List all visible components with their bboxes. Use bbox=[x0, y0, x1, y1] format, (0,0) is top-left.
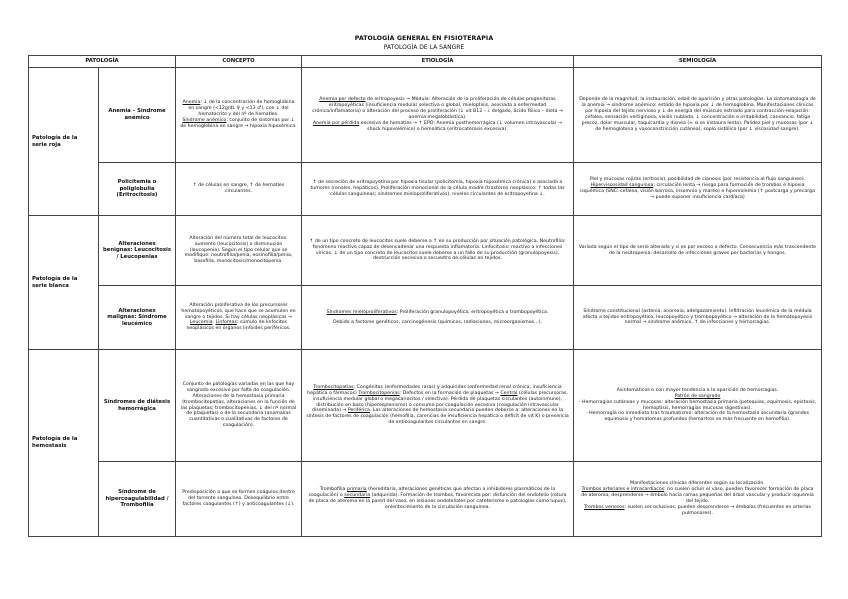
table-header-row bbox=[29, 56, 822, 68]
text: Alteración proliferativa de los precursores hematopoyéticos, que hace que se acumulen en sangre o tejidos. Si hay células neoplásicas → bbox=[181, 302, 296, 320]
cell-etiologia-policitemia: ↑ de secreción de eritropoyetina por hipoxia tisular (policitemia, hipoxia hipoxémica crónica) o asociada a tumores (renales, hepáticos). Proliferación monoclonal de la célula madre (trastorno neoplásico: ↑ todas las células sanguíneas; síndromes mieloproliferativos), niveles circulantes de eritropoyetina ↓. bbox=[302, 163, 574, 216]
text: : ↓ de la concentración de hemoglobina en sangre (<12g/dL ♀ y <13 ♂), con ↓ del hematocrito y del nº de hematíes. bbox=[188, 100, 295, 118]
term: Síndromes mieloproliferativos bbox=[326, 309, 397, 315]
text: : suelen ser oclusivos, pueden desprenderse → émbolos (frecuentes en arterias pulmonares). bbox=[624, 504, 811, 516]
row-name-anemia: Anemia – Síndrome anémico bbox=[99, 68, 176, 163]
cell-semiologia-diatesis bbox=[574, 350, 822, 462]
row-name-benignas: Alteraciones benignas: Leucocitosis / Leucopenias bbox=[99, 216, 176, 286]
text: - Hemorragias cutáneas y mucosas: alteración hemostasia primaria (petequias, equimosis, epistaxis, hemoptisis, hemorragias mucosas digestivas). bbox=[578, 399, 817, 411]
text: : Defectos en la formación de plaquetas → bbox=[399, 390, 501, 396]
table-row bbox=[29, 462, 822, 537]
text: (hereditaria, alteraciones genéticas que afectan a inhibidores plasmáticos de la coagulación) o bbox=[308, 487, 556, 499]
col-header-semiologia: SEMIOLOGÍA bbox=[574, 56, 822, 68]
term: Anemia por pérdida bbox=[312, 120, 360, 126]
text: : circulación lenta → riesgo para formación de trombos e hipoxia isquémica (SNC: cefalea, visión borrosa, insomnio y mareo) e hipervolemia (↑ postcarga y precarga → puede suponer insuficiencia cardíaca) bbox=[580, 183, 815, 200]
text: Asintomáticos o con mayor tendencia a la aparición de hemorragias. bbox=[616, 387, 779, 393]
term: primaria bbox=[346, 487, 367, 493]
term: Anemia por defecto bbox=[319, 97, 366, 103]
text: Debido a factores genéticos, carcinogénesis (químicos, radiaciones, microorganismos…). bbox=[332, 319, 543, 325]
term: Leucemia bbox=[189, 320, 213, 326]
cell-concepto-diatesis: Conjunto de patologías variadas en las que hay sangrado excesivo por falta de coagulación. Alteraciones de la hemostasia primaria (trombocitopatías, alteraciones en la función de las plaquetas; trombocitopenias, ↓ del nº normal de plaquetas) o de la secundaria (anomalías cuantitativas o cualitativas de factores de coagulación). bbox=[176, 350, 302, 462]
term: secundaria bbox=[344, 493, 371, 499]
cell-concepto-policitemia: ↑ de células en sangre, ↑ de hematíes circulantes. bbox=[176, 163, 302, 216]
term: Trombocitopatías bbox=[313, 384, 354, 390]
text: : no suelen ocluir el vaso, pueden favorecer formación de placa de ateroma, desprenderse → émbolo hacia ramas pequeñas del árbol vascular y producir isquemia del tejido. bbox=[581, 487, 814, 504]
cell-etiologia-diatesis bbox=[302, 350, 574, 462]
text: de eritropoyesis → Médula: Alteración de la proliferación de células progenitoras eritropoyéticas (insuficiencia medular selectiva o global, mieloptisis, asociada a enfermedad crónica/inflamatoria) o alteración del proceso de proliferación (↓ vit B12 – i. delgado, ácido fólico – dieta → anemia megaloblástica). bbox=[312, 97, 563, 120]
text: Piel y mucosas rojizas (eritrosis), posibilidad de cianosis (por resistencia al flujo sanguíneo). bbox=[589, 177, 806, 183]
text: (adquirida). Formación de trombos, favorecida por: disfunción del endotelio (rotura de placa de ateroma en la pared del vaso, en lesiones endoteliales por cateterismo o patologías como lupus), enlentecimiento de la circulación sanguínea. bbox=[308, 493, 567, 510]
text: : cúmulo de linfocitos neoplásicos en órganos linfoides periféricos. bbox=[186, 320, 291, 332]
cell-semiologia-benignas: Variada según el tipo de serie alterada y si es por exceso o defecto. Consecuencia más trascendente de la neutropenia: desarrollo de infecciones graves por bacterias y hongos. bbox=[574, 216, 822, 286]
text: : Congénitas (enfermedades raras) y adquiridas (enfermedad renal crónica, insuficiencia hepática o fármacos) bbox=[307, 384, 562, 396]
cell-semiologia-policitemia bbox=[574, 163, 822, 216]
cell-concepto-anemia bbox=[176, 68, 302, 163]
row-name-trombofilia: Síndrome de hipercoagulabilidad / Trombofilia bbox=[99, 462, 176, 537]
text: . bbox=[212, 320, 216, 326]
text: Trombofilia bbox=[319, 487, 347, 493]
group-serie-roja: Patología de la serie roja bbox=[29, 68, 99, 216]
pathology-table bbox=[28, 55, 822, 537]
text: - Hemorragia no inmediata tras traumatismo: alteración de la hemostasia secundaria (grandes equimosis y hematomas profundos (hemartros es más frecuente en hemofilia). bbox=[585, 411, 810, 423]
term: Patrón de sangrado bbox=[674, 393, 721, 399]
text: excesiva de hematíes → ↑ EPO: Anemia posthemorrágica (↓ volumen intravascular → shock hipovolémico) o hemolítica (eritrocaterosis excesiva). bbox=[359, 120, 563, 132]
cell-etiologia-malignas bbox=[302, 286, 574, 350]
document-title: PATOLOGÍA GENERAL EN FISIOTERAPIA bbox=[354, 35, 494, 42]
col-header-etiologia: ETIOLOGÍA bbox=[302, 56, 574, 68]
text: : Proliferación granulopoyética, eritropoyética o trombopoyética. bbox=[396, 309, 549, 315]
cell-concepto-benignas: Alteración del número total de leucocitos: aumento (leucocitosis) o disminución (leucopenia). Según el tipo celular que se modifique: neutrofilia/penia, eosinofilia/penia, basofilia, monocitosis/monocitopenia. bbox=[176, 216, 302, 286]
term: Central bbox=[500, 390, 518, 396]
term: Síndrome anémico bbox=[182, 117, 227, 123]
table-row bbox=[29, 216, 822, 286]
cell-semiologia-trombofilia bbox=[574, 462, 822, 537]
table-row bbox=[29, 68, 822, 163]
group-hemostasis: Patología de la hemostasis bbox=[29, 350, 99, 537]
text: (células precursoras, insuficiencia medular global o megacariocitos / selectiva). Pérdida de plaquetas circulantes (autoinmune), distribución en bazo (hiperesplenismo) o consumo por coagulación excesiva (coagulación intravascular diseminada) → bbox=[311, 390, 568, 414]
cell-concepto-malignas bbox=[176, 286, 302, 350]
term: Trombos venosos bbox=[584, 504, 625, 510]
group-serie-blanca: Patología de la serie blanca bbox=[29, 216, 99, 350]
document-subtitle: PATOLOGÍA DE LA SANGRE bbox=[383, 44, 465, 51]
cell-semiologia-anemia: Depende de la magnitud, la instauración, edad de aparición y otras patologías. La sintomatología de la anemia → síndrome anémico: estado de hipoxia por ↓ de hemoglobina. Manifestaciones clínicas por hipoxia del tejido nervioso y ↓ de energía del músculo estriado para contracción-relajación: cefalea, sensación vertiginosa, visión nublada, ↓ concentración o irritabilidad, cansancio, fatiga precoz, dolor muscular, taquicardia y disnea (≈ si se instaura lenta). Palidez piel y mucosas (por ↓ de hemoglobina y vasoconstricción cutánea), soplo sistólico (por ↓ viscosidad sangre). bbox=[574, 68, 822, 163]
row-name-policitemia: Policitemia o poliglobulia (Eritrocitosis) bbox=[99, 163, 176, 216]
col-header-concepto: CONCEPTO bbox=[176, 56, 302, 68]
term: Anemia bbox=[182, 100, 201, 106]
col-header-patologia: PATOLOGÍA bbox=[29, 56, 176, 68]
cell-etiologia-benignas: ↑ de un tipo concreto de leucocitos suele deberse a ↑ en su producción por situación patológica. Neutrofilia: fenómeno reactivo capaz de desencadenar una respuesta inflamatoria. Linfocitosis: reactivo a infecciones víricas. ↓ de un tipo concreto de leucocitos suele deberse a un fallo de su producción (granulopoyesis), destrucción excesiva o secuestro de células en tejidos. bbox=[302, 216, 574, 286]
term: Periférica bbox=[347, 408, 370, 414]
text: Manifestaciones clínicas diferentes según su localización. bbox=[630, 481, 765, 487]
term: Trombos arteriales e intracardíacos bbox=[581, 487, 665, 493]
term: Trombocitopenias bbox=[358, 390, 400, 396]
cell-etiologia-anemia bbox=[302, 68, 574, 163]
row-name-diatesis: Síndromes de diátesis hemorrágica bbox=[99, 350, 176, 462]
cell-etiologia-trombofilia bbox=[302, 462, 574, 537]
table-row bbox=[29, 350, 822, 462]
table-row bbox=[29, 286, 822, 350]
text: . Las alteraciones de hemostasia secundaria pueden deberse a: alteraciones en la síntesis de factores de coagulación (hemofilia, carencias de insuficiencia hepática o déficit de vit K) o presencia de anticoagulantes circulantes en sangre. bbox=[306, 408, 569, 426]
row-name-malignas: Alteraciones malignas: Síndrome leucémico bbox=[99, 286, 176, 350]
table-row bbox=[29, 163, 822, 216]
term: Linfomas bbox=[215, 320, 237, 326]
cell-concepto-trombofilia: Predisposición a que se formen coágulos dentro del torrente sanguíneo. Desequilibrio entre factores coagulantes (↑) y anticoagulantes (↓). bbox=[176, 462, 302, 537]
term: Hiperviscosidad sanguínea bbox=[590, 183, 654, 189]
text: : conjunto de síntomas por ↓ de hemoglobina en sangre → hipoxia hipoxémica. bbox=[180, 117, 297, 129]
cell-semiologia-malignas: Síndrome constitucional (astenia, anorexia, adelgazamiento). Infiltración leucémica de la médula afecta a tejidos eritropoyético, leucopoyético y trombopoyético → alteración de la hematopoyesis normal → síndrome anémico, ↑ de infecciones y hemorragias. bbox=[574, 286, 822, 350]
